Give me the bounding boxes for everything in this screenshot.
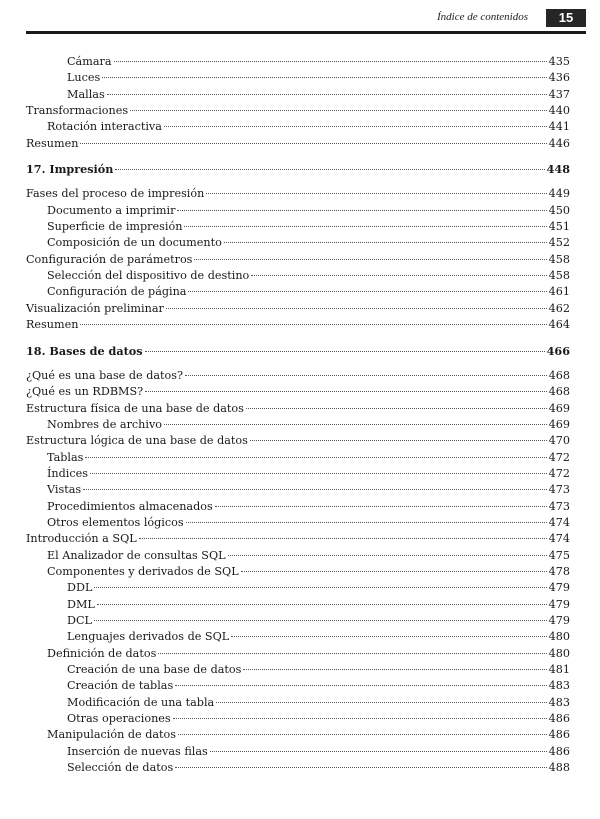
dot-leader [178, 734, 547, 735]
dot-leader [216, 702, 546, 703]
toc-entry-label: Creación de una base de datos [67, 663, 242, 677]
toc-entry [26, 548, 570, 564]
toc-entry-label: El Analizador de consultas SQL [47, 548, 226, 562]
toc-entry-label: Otras operaciones [67, 712, 171, 726]
toc-entry-label: 17. Impresión [26, 162, 114, 177]
toc-entry [26, 711, 570, 727]
toc-entry-page: 435 [548, 55, 570, 68]
toc-entry-page: 452 [548, 236, 570, 250]
toc-entry-page: 479 [548, 614, 570, 627]
toc-entry [26, 384, 570, 400]
toc-entry-page: 483 [548, 679, 570, 693]
toc-entry-page: 446 [548, 136, 570, 150]
toc-entry [26, 284, 570, 300]
toc-entry-label: Selección de datos [67, 761, 174, 775]
toc-entry-label: Índices [47, 466, 88, 480]
toc-entry-label: Otros elementos lógicos [47, 515, 184, 529]
toc-entry-label: Luces [67, 71, 101, 85]
toc-entry-page: 473 [548, 499, 570, 513]
toc-entry [26, 531, 570, 547]
dot-leader [175, 767, 546, 768]
dot-leader [102, 77, 546, 78]
toc-entry [26, 499, 570, 515]
dot-leader [231, 636, 546, 637]
toc-entry [26, 54, 570, 70]
toc-entry-label: Rotación interactiva [47, 120, 162, 134]
dot-leader [145, 391, 546, 392]
dot-leader [185, 375, 547, 376]
toc-entry-page: 469 [548, 417, 570, 431]
toc-entry [26, 678, 570, 694]
toc-entry-label: DDL [67, 581, 93, 595]
toc-entry-page: 441 [548, 120, 570, 134]
toc-entry [26, 368, 570, 384]
toc-entry-page: 486 [548, 744, 570, 758]
toc-entry-page: 480 [548, 646, 570, 660]
toc-entry [26, 564, 570, 580]
toc-entry-page: 474 [548, 532, 570, 546]
toc-entry [26, 119, 570, 135]
dot-leader [241, 571, 547, 572]
toc-entry [26, 203, 570, 219]
dot-leader [85, 457, 546, 458]
dot-leader [177, 210, 546, 211]
toc-entry [26, 744, 570, 760]
toc-entry-page: 470 [548, 434, 570, 448]
toc-entry-label: Mallas [67, 87, 105, 101]
dot-leader [251, 275, 546, 276]
toc-entry [26, 450, 570, 466]
toc-entry-page: 469 [548, 401, 570, 415]
toc-entry-label: Procedimientos almacenados [47, 499, 213, 513]
dot-leader [80, 143, 546, 144]
toc-entry-label: Tablas [47, 450, 84, 464]
dot-leader [215, 506, 547, 507]
dot-leader [158, 653, 546, 654]
toc-entry-page: 462 [548, 301, 570, 315]
toc-entry-page: 440 [548, 104, 570, 118]
toc-entry [26, 70, 570, 86]
toc-entry-label: Resumen [26, 318, 79, 332]
toc-entry-page: 451 [548, 220, 570, 234]
toc-entry-page: 481 [548, 663, 570, 677]
toc-entry [26, 268, 570, 284]
toc-entry-label: Visualización preliminar [26, 301, 164, 315]
toc-entry [26, 136, 570, 152]
toc-entry-page: 449 [548, 187, 570, 201]
dot-leader [194, 259, 546, 260]
toc-entry [26, 760, 570, 776]
toc-entry-label: Selección del dispositivo de destino [47, 269, 250, 283]
toc-entry [26, 597, 570, 613]
dot-leader [175, 685, 546, 686]
toc-entry-page: 479 [548, 581, 570, 595]
header-rule [26, 31, 586, 34]
dot-leader [184, 226, 546, 227]
toc-entry-label: DCL [67, 614, 92, 627]
toc-entry [26, 401, 570, 417]
dot-leader [246, 408, 547, 409]
dot-leader [97, 604, 547, 605]
toc-entry-label: ¿Qué es un RDBMS? [26, 385, 144, 399]
toc-entry [26, 695, 570, 711]
toc-entry-label: DML [67, 597, 95, 611]
dot-leader [94, 620, 547, 621]
toc-entry [26, 466, 570, 482]
toc-entry [26, 103, 570, 119]
running-head-title: Índice de contenidos [436, 11, 528, 23]
toc-entry-label: Componentes y derivados de SQL [47, 564, 239, 578]
toc-entry-page: 472 [548, 450, 570, 464]
toc-entry [26, 515, 570, 531]
toc-entry-label: Transformaciones [26, 104, 129, 118]
toc-entry-label: Configuración de parámetros [26, 252, 193, 266]
toc-entry [26, 317, 570, 333]
dot-leader [243, 669, 546, 670]
toc-entry-label: 18. Bases de datos [26, 343, 143, 358]
dot-leader [206, 193, 546, 194]
dot-leader [186, 522, 547, 523]
dot-leader [114, 61, 547, 62]
toc-entry-label: Nombres de archivo [47, 417, 163, 431]
toc-entry-page: 468 [548, 368, 570, 382]
toc-entry-label: Resumen [26, 136, 79, 150]
toc-entry [26, 186, 570, 202]
toc-entry-page: 458 [548, 269, 570, 283]
toc-entry-label: Composición de un documento [47, 236, 222, 250]
toc-entry-page: 464 [548, 318, 570, 332]
page-number-badge: 15 [546, 9, 586, 27]
toc-entry-label: Configuración de página [47, 285, 187, 299]
toc-entry-page: 488 [548, 761, 570, 775]
toc-entry-label: Documento a imprimir [47, 203, 176, 217]
toc-entry-label: Definición de datos [47, 646, 157, 660]
dot-leader [228, 555, 547, 556]
toc-entry [26, 433, 570, 449]
toc-entry [26, 482, 570, 498]
toc-entry [26, 727, 570, 743]
toc-entry-page: 450 [548, 203, 570, 217]
toc-entry [26, 87, 570, 103]
toc-entry-page: 472 [548, 466, 570, 480]
page-header [0, 0, 600, 34]
toc-entry-page: 448 [546, 162, 570, 177]
toc-entry-label: Fases del proceso de impresión [26, 187, 205, 201]
dot-leader [164, 126, 547, 127]
toc-chapter-entry [26, 161, 570, 177]
toc-entry-page: 461 [548, 285, 570, 299]
dot-leader [210, 751, 547, 752]
toc-chapter-entry [26, 343, 570, 359]
dot-leader [139, 538, 547, 539]
toc-entry-page: 486 [548, 728, 570, 742]
dot-leader [166, 308, 547, 309]
toc-entry [26, 662, 570, 678]
toc-entry-label: Estructura física de una base de datos [26, 401, 244, 415]
toc-entry-label: Lenguajes derivados de SQL [67, 630, 230, 644]
toc-entry-label: Introducción a SQL [26, 532, 137, 546]
toc-entry-label: Vistas [47, 483, 82, 497]
toc-entry-label: ¿Qué es una base de datos? [26, 368, 183, 382]
toc-entry [26, 301, 570, 317]
toc-entry-page: 437 [548, 87, 570, 101]
toc-entry-page: 480 [548, 630, 570, 644]
toc-entry [26, 219, 570, 235]
dot-leader [83, 489, 547, 490]
dot-leader [145, 351, 545, 352]
toc-entry-label: Superficie de impresión [47, 220, 183, 234]
toc-entry-page: 468 [548, 385, 570, 399]
dot-leader [224, 242, 547, 243]
toc-entry-page: 466 [546, 343, 570, 358]
toc-entry-label: Creación de tablas [67, 679, 174, 693]
toc-entry [26, 613, 570, 629]
dot-leader [130, 110, 547, 111]
dot-leader [250, 440, 547, 441]
toc-entry-label: Inserción de nuevas filas [67, 744, 208, 758]
toc-entry-page: 479 [548, 597, 570, 611]
toc-entry-page: 486 [548, 712, 570, 726]
dot-leader [173, 718, 547, 719]
toc-entry-label: Manipulación de datos [47, 728, 177, 742]
toc-entry-label: Estructura lógica de una base de datos [26, 434, 248, 448]
dot-leader [188, 291, 546, 292]
toc-entry-page: 475 [548, 548, 570, 562]
toc-entry [26, 629, 570, 645]
table-of-contents [26, 54, 570, 776]
toc-entry-label: Cámara [67, 55, 112, 68]
toc-entry [26, 417, 570, 433]
toc-entry [26, 580, 570, 596]
dot-leader [107, 94, 547, 95]
toc-entry-label: Modificación de una tabla [67, 695, 215, 709]
toc-entry-page: 478 [548, 564, 570, 578]
toc-entry [26, 646, 570, 662]
dot-leader [164, 424, 547, 425]
toc-entry [26, 252, 570, 268]
dot-leader [90, 473, 547, 474]
toc-entry-page: 483 [548, 695, 570, 709]
toc-entry-page: 473 [548, 483, 570, 497]
toc-entry [26, 235, 570, 251]
toc-entry-page: 458 [548, 252, 570, 266]
toc-entry-page: 436 [548, 71, 570, 85]
dot-leader [94, 587, 546, 588]
toc-entry-page: 474 [548, 515, 570, 529]
dot-leader [115, 169, 544, 170]
dot-leader [80, 324, 546, 325]
